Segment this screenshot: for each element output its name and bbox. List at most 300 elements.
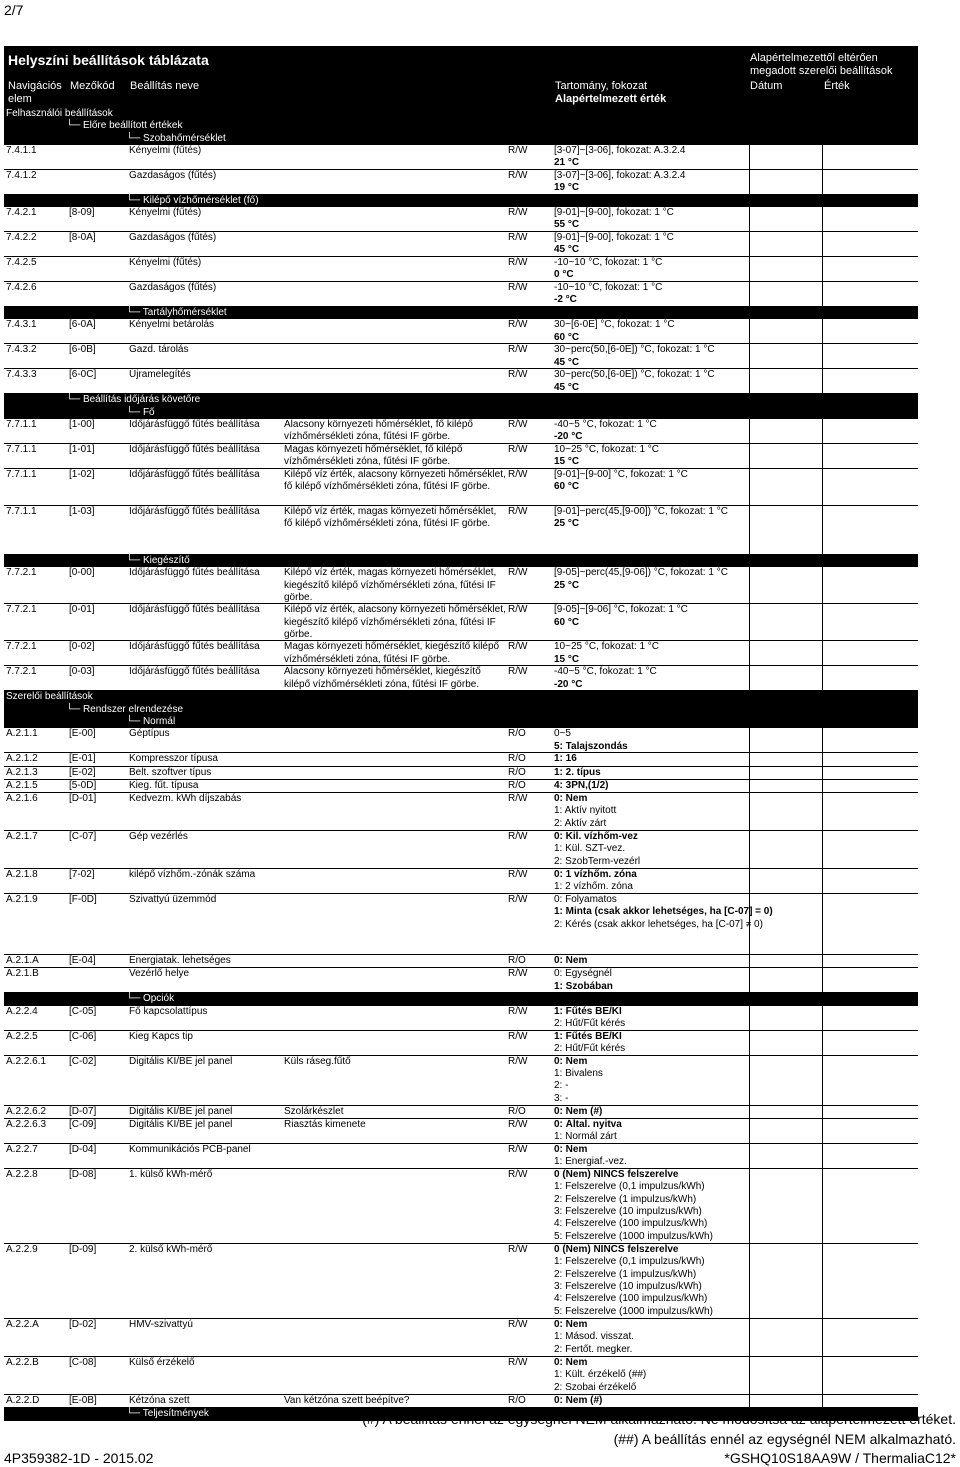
setting-name: Gazdaságos (fűtés) xyxy=(129,169,217,181)
date-cell[interactable] xyxy=(749,1106,750,1118)
table-row xyxy=(4,232,918,257)
access-mode: R/O xyxy=(508,728,526,740)
table-row xyxy=(4,1006,918,1031)
setting-name: HMV-szivattyú xyxy=(129,1319,193,1331)
range-default xyxy=(554,282,662,307)
field-code: [1-01] xyxy=(69,444,95,456)
field-code: [7-02] xyxy=(69,869,95,881)
setting-name: Időjárásfüggő fűtés beállítása xyxy=(129,419,260,431)
range-default xyxy=(554,894,773,931)
date-cell[interactable] xyxy=(749,567,750,603)
table-row xyxy=(4,145,918,170)
default-value: 1: 2. típus xyxy=(554,766,601,778)
date-cell[interactable] xyxy=(749,1169,750,1243)
range-default xyxy=(554,232,674,257)
date-cell[interactable] xyxy=(749,170,750,194)
value-cell[interactable] xyxy=(822,1006,823,1030)
range-value: 30~[6-0E] °C, fokozat: 1 °C xyxy=(554,319,675,331)
nav-code: 7.4.3.2 xyxy=(6,344,37,356)
section-label: └─ Normál xyxy=(126,715,176,727)
date-cell[interactable] xyxy=(749,282,750,306)
access-mode: R/W xyxy=(508,666,528,678)
nav-code: 7.4.3.3 xyxy=(6,369,37,381)
range-default xyxy=(554,604,688,629)
range-default xyxy=(554,641,659,666)
table-row xyxy=(4,780,918,793)
value-cell[interactable] xyxy=(822,604,823,640)
table-row xyxy=(4,793,918,831)
default-value: 15 °C xyxy=(554,456,580,468)
range-default xyxy=(554,1056,603,1105)
date-cell[interactable] xyxy=(749,831,750,868)
range-default xyxy=(554,793,616,830)
table-row xyxy=(4,1169,918,1244)
default-value: 45 °C xyxy=(554,381,580,393)
value-cell[interactable] xyxy=(822,282,823,306)
date-cell[interactable] xyxy=(749,641,750,665)
table-row xyxy=(4,319,918,344)
date-cell[interactable] xyxy=(749,145,750,169)
date-cell[interactable] xyxy=(749,793,750,830)
date-cell[interactable] xyxy=(749,1244,750,1318)
table-row xyxy=(4,1357,918,1395)
section-label: └─ Tartályhőmérséklet xyxy=(126,307,227,319)
nav-code: A.2.1.3 xyxy=(6,766,38,778)
table-row xyxy=(4,506,918,555)
access-mode: R/W xyxy=(508,1005,528,1017)
default-value: 60 °C xyxy=(554,616,580,628)
range-default xyxy=(554,469,688,494)
default-value: 21 °C xyxy=(554,157,580,169)
value-cell[interactable] xyxy=(822,257,823,281)
value-cell[interactable] xyxy=(822,1056,823,1105)
range-default xyxy=(554,170,685,195)
access-mode: R/W xyxy=(508,506,528,518)
value-cell[interactable] xyxy=(822,1106,823,1118)
field-code: [1-03] xyxy=(69,506,95,518)
value-cell[interactable] xyxy=(822,728,823,752)
field-code: [E-00] xyxy=(69,728,96,740)
value-cell[interactable] xyxy=(822,232,823,256)
date-cell[interactable] xyxy=(749,604,750,640)
date-cell[interactable] xyxy=(749,753,750,765)
table-row xyxy=(4,1144,918,1169)
date-cell[interactable] xyxy=(749,1357,750,1394)
default-value: 0: Által. nyitva xyxy=(554,1119,622,1131)
section-main xyxy=(4,407,918,419)
default-value: 55 °C xyxy=(554,219,580,231)
value-cell[interactable] xyxy=(822,1319,823,1356)
date-cell[interactable] xyxy=(749,257,750,281)
field-code: [1-00] xyxy=(69,419,95,431)
value-cell[interactable] xyxy=(822,369,823,393)
option-list: 1: Normál zárt xyxy=(554,1131,617,1143)
date-cell[interactable] xyxy=(749,894,750,954)
value-cell[interactable] xyxy=(822,1395,823,1407)
range-value: [9-05]~perc(45,[9-06]) °C, fokozat: 1 °C xyxy=(554,567,728,579)
table-row xyxy=(4,444,918,469)
nav-code: 7.4.2.1 xyxy=(6,207,37,219)
field-code: [6-0C] xyxy=(69,369,97,381)
value-cell[interactable] xyxy=(822,753,823,765)
section-label: Felhasználói beállítások xyxy=(6,108,113,119)
settings-table xyxy=(4,108,918,1421)
setting-name: Kommunikációs PCB-panel xyxy=(129,1144,251,1156)
range-value: -10~10 °C, fokozat: 1 °C xyxy=(554,282,663,294)
default-value: 4: 3PN,(1/2) xyxy=(554,779,609,791)
nav-code: 7.4.3.1 xyxy=(6,319,37,331)
access-mode: R/O xyxy=(508,1105,526,1117)
value-cell[interactable] xyxy=(822,419,823,443)
access-mode: R/W xyxy=(508,1144,528,1156)
value-cell[interactable] xyxy=(822,1357,823,1394)
date-cell[interactable] xyxy=(749,728,750,752)
date-cell[interactable] xyxy=(749,1144,750,1168)
range-default xyxy=(554,831,640,868)
setting-name: 1. külső kWh-mérő xyxy=(129,1169,213,1181)
setting-description: Szolárkészlet xyxy=(284,1105,344,1117)
section-room xyxy=(4,133,918,145)
date-cell[interactable] xyxy=(749,1056,750,1105)
access-mode: R/W xyxy=(508,319,528,331)
default-value: 0: 1 vízhőm. zóna xyxy=(554,869,637,881)
value-cell[interactable] xyxy=(822,145,823,169)
setting-name: Kieg. fűt. típusa xyxy=(129,779,199,791)
section-user xyxy=(4,108,918,120)
value-cell[interactable] xyxy=(822,344,823,368)
field-code: [8-09] xyxy=(69,207,95,219)
default-value: -20 °C xyxy=(554,678,583,690)
default-value: 25 °C xyxy=(554,579,580,591)
range-default xyxy=(554,955,587,967)
table-row xyxy=(4,1106,918,1119)
range-value: [9-01]~perc(45,[9-00]) °C, fokozat: 1 °C xyxy=(554,506,728,518)
date-cell[interactable] xyxy=(749,1119,750,1143)
access-mode: R/O xyxy=(508,753,526,765)
section-label: └─ Teljesítmények xyxy=(126,1408,209,1420)
table-row xyxy=(4,170,918,195)
default-value: 0: Nem xyxy=(554,1319,588,1331)
default-value: 45 °C xyxy=(554,244,580,256)
footnote-2: (##) A beállítás ennél az egységnél NEM alkalmazható. xyxy=(613,1431,956,1447)
setting-name: Időjárásfüggő fűtés beállítása xyxy=(129,506,260,518)
default-value: 0 (Nem) NINCS felszerelve xyxy=(554,1244,679,1256)
access-mode: R/W xyxy=(508,1030,528,1042)
range-default xyxy=(554,968,613,993)
nav-code: 7.4.2.5 xyxy=(6,257,37,269)
date-cell[interactable] xyxy=(749,1031,750,1055)
table-row xyxy=(4,1031,918,1056)
nav-code: A.2.1.5 xyxy=(6,779,38,791)
default-value: 45 °C xyxy=(554,356,580,368)
section-normal xyxy=(4,716,918,728)
range-value: [9-05]~[9-06] °C, fokozat: 1 °C xyxy=(554,604,688,616)
field-code: [0-02] xyxy=(69,641,95,653)
access-mode: R/W xyxy=(508,793,528,805)
range-default xyxy=(554,1395,602,1407)
range-value: 10~25 °C, fokozat: 1 °C xyxy=(554,444,659,456)
nav-code: A.2.2.6.2 xyxy=(6,1105,47,1117)
field-code: [D-01] xyxy=(69,793,97,805)
value-cell[interactable] xyxy=(822,955,823,967)
nav-code: A.2.1.6 xyxy=(6,793,38,805)
value-cell[interactable] xyxy=(822,319,823,343)
section-label: └─ Kiegészítő xyxy=(126,555,190,567)
range-value: 0: Egységnél xyxy=(554,968,612,980)
nav-code: 7.7.1.1 xyxy=(6,419,37,431)
col-field-header: Mezőkód xyxy=(70,80,115,92)
setting-name: Kompresszor típusa xyxy=(129,753,218,765)
value-cell[interactable] xyxy=(822,831,823,868)
range-value: 30~perc(50,[6-0E]) °C, fokozat: 1 °C xyxy=(554,369,715,381)
field-code: [0-00] xyxy=(69,567,95,579)
setting-name: Kényelmi betárolás xyxy=(129,319,215,331)
section-layout xyxy=(4,704,918,716)
access-mode: R/W xyxy=(508,207,528,219)
default-value: 19 °C xyxy=(554,182,580,194)
value-cell[interactable] xyxy=(822,567,823,603)
col-name-header: Beállítás neve xyxy=(130,80,200,92)
setting-name: Digitális KI/BE jel panel xyxy=(129,1119,233,1131)
setting-name: 2. külső kWh-mérő xyxy=(129,1244,213,1256)
nav-code: A.2.2.5 xyxy=(6,1030,38,1042)
setting-description: Alacsony környezeti hőmérséklet, kiegészítő kilépő vízhőmérsékleti zóna, fűtési IF görbe. xyxy=(284,666,481,690)
date-cell[interactable] xyxy=(749,780,750,792)
field-code: [D-08] xyxy=(69,1169,97,1181)
table-row xyxy=(4,666,918,691)
section-label: └─ Beállítás időjárás követőre xyxy=(66,394,201,406)
date-cell[interactable] xyxy=(749,344,750,368)
nav-code: A.2.1.9 xyxy=(6,894,38,906)
nav-code: A.2.2.7 xyxy=(6,1144,38,1156)
value-cell[interactable] xyxy=(822,767,823,779)
setting-name: Kedvezm. kWh díjszabás xyxy=(129,793,242,805)
section-installer xyxy=(4,691,918,703)
nav-code: A.2.1.A xyxy=(6,955,39,967)
page-number: 2/7 xyxy=(4,2,24,18)
setting-name: Kieg Kapcs tip xyxy=(129,1030,193,1042)
date-cell[interactable] xyxy=(749,369,750,393)
range-default xyxy=(554,767,601,779)
table-row xyxy=(4,753,918,766)
default-value: 0 °C xyxy=(554,269,574,281)
nav-code: 7.7.1.1 xyxy=(6,469,37,481)
value-cell[interactable] xyxy=(822,170,823,194)
field-code: [C-07] xyxy=(69,831,97,843)
date-cell[interactable] xyxy=(749,767,750,779)
option-list: 1: Felszerelve (0,1 impulzus/kWh) 2: Felszerelve (1 impulzus/kWh) 3: Felszerelve (10 impulzus/kWh) 4: Felszerelve (100 impulzus/kWh) 5: Felszerelve (1000 impulzus/kWh) xyxy=(554,1181,713,1242)
date-cell[interactable] xyxy=(749,419,750,443)
value-cell[interactable] xyxy=(822,207,823,231)
nav-code: A.2.1.7 xyxy=(6,831,38,843)
date-cell[interactable] xyxy=(749,666,750,690)
field-code: [C-06] xyxy=(69,1030,97,1042)
field-code: [5-0D] xyxy=(69,779,97,791)
table-row xyxy=(4,968,918,993)
access-mode: R/W xyxy=(508,869,528,881)
range-default xyxy=(554,1031,625,1056)
value-cell[interactable] xyxy=(822,469,823,505)
setting-name: Külső érzékelő xyxy=(129,1357,195,1369)
access-mode: R/W xyxy=(508,282,528,294)
table-row xyxy=(4,1244,918,1319)
default-value: 0: Nem xyxy=(554,1357,588,1369)
access-mode: R/W xyxy=(508,1055,528,1067)
value-cell[interactable] xyxy=(822,1169,823,1243)
default-value: 0: Kil. vízhőm-vez xyxy=(554,831,638,843)
value-cell[interactable] xyxy=(822,506,823,554)
range-default xyxy=(554,1106,602,1118)
date-cell[interactable] xyxy=(749,506,750,554)
table-row xyxy=(4,567,918,604)
option-list: 1: Kült. érzékelő (##) 2: Szobai érzékelő xyxy=(554,1369,647,1393)
date-cell[interactable] xyxy=(749,869,750,893)
setting-name: kilépő vízhőm.-zónák száma xyxy=(129,869,256,881)
range-default xyxy=(554,1357,646,1394)
field-code: [8-0A] xyxy=(69,232,96,244)
date-cell[interactable] xyxy=(749,207,750,231)
section-leaving xyxy=(4,195,918,207)
range-default xyxy=(554,753,577,765)
setting-name: Belt. szoftver típus xyxy=(129,766,212,778)
table-row xyxy=(4,767,918,780)
access-mode: R/W xyxy=(508,567,528,579)
option-list: 1: Energiaf.-vez. xyxy=(554,1156,627,1168)
section-label: └─ Szobahőmérséklet xyxy=(126,132,226,144)
default-value: -2 °C xyxy=(554,294,577,306)
range-default xyxy=(554,1006,625,1031)
date-cell[interactable] xyxy=(749,444,750,468)
nav-code: A.2.2.8 xyxy=(6,1169,38,1181)
access-mode: R/W xyxy=(508,641,528,653)
range-value: 10~25 °C, fokozat: 1 °C xyxy=(554,641,659,653)
access-mode: R/O xyxy=(508,779,526,791)
value-cell[interactable] xyxy=(822,1244,823,1318)
table-row xyxy=(4,207,918,232)
option-list: 1: Kül. SZT-vez. 2: SzobTerm-vezérl xyxy=(554,843,641,867)
date-cell[interactable] xyxy=(749,1006,750,1030)
value-cell[interactable] xyxy=(822,444,823,468)
table-row xyxy=(4,469,918,506)
section-label: └─ Kilépő vízhőmérséklet (fő) xyxy=(126,194,259,206)
range-value: [9-01]~[9-00], fokozat: 1 °C xyxy=(554,207,674,219)
default-value: 0: Nem xyxy=(554,793,588,805)
date-cell[interactable] xyxy=(749,1319,750,1356)
default-value: 0: Nem xyxy=(554,1144,588,1156)
date-cell[interactable] xyxy=(749,469,750,505)
field-code: [0-01] xyxy=(69,604,95,616)
access-mode: R/W xyxy=(508,831,528,843)
value-cell[interactable] xyxy=(822,894,823,954)
date-cell[interactable] xyxy=(749,1395,750,1407)
nav-code: A.2.2.D xyxy=(6,1395,40,1407)
setting-name: Kényelmi (fűtés) xyxy=(129,207,202,219)
value-cell[interactable] xyxy=(822,1031,823,1055)
field-code: [D-04] xyxy=(69,1144,97,1156)
value-cell[interactable] xyxy=(822,793,823,830)
date-cell[interactable] xyxy=(749,232,750,256)
range-default xyxy=(554,1144,627,1169)
access-mode: R/W xyxy=(508,144,528,156)
access-mode: R/W xyxy=(508,1244,528,1256)
nav-code: 7.7.1.1 xyxy=(6,444,37,456)
value-cell[interactable] xyxy=(822,780,823,792)
value-cell[interactable] xyxy=(822,968,823,992)
date-cell[interactable] xyxy=(749,955,750,967)
field-code: [D-09] xyxy=(69,1244,97,1256)
range-default xyxy=(554,444,659,469)
range-default xyxy=(554,666,657,691)
range-default xyxy=(554,780,608,792)
setting-name: Gazdaságos (fűtés) xyxy=(129,282,217,294)
value-cell[interactable] xyxy=(822,641,823,665)
table-row xyxy=(4,1056,918,1106)
date-cell[interactable] xyxy=(749,319,750,343)
nav-code: 7.7.2.1 xyxy=(6,666,37,678)
default-value: 5: Talajszondás xyxy=(554,740,628,752)
access-mode: R/W xyxy=(508,344,528,356)
access-mode: R/W xyxy=(508,369,528,381)
option-list: 1: Bivalens 2: - 3: - xyxy=(554,1068,603,1104)
access-mode: R/W xyxy=(508,444,528,456)
setting-name: Gép vezérlés xyxy=(129,831,188,843)
field-code: [6-0A] xyxy=(69,319,96,331)
field-code: [1-02] xyxy=(69,469,95,481)
value-cell[interactable] xyxy=(822,869,823,893)
default-value: 1: Fűtés BE/KI xyxy=(554,1030,622,1042)
table-row xyxy=(4,604,918,641)
table-row xyxy=(4,641,918,666)
value-cell[interactable] xyxy=(822,666,823,690)
setting-name: Időjárásfüggő fűtés beállítása xyxy=(129,567,260,579)
table-title: Helyszíni beállítások táblázata xyxy=(8,52,209,68)
field-code: [6-0B] xyxy=(69,344,96,356)
model-code: *GSHQ10S18AA9W / ThermaliaC12* xyxy=(724,1450,956,1466)
setting-name: Újramelegítés xyxy=(129,369,191,381)
default-value: 60 °C xyxy=(554,331,580,343)
setting-name: Digitális KI/BE jel panel xyxy=(129,1105,233,1117)
access-mode: R/W xyxy=(508,232,528,244)
setting-description: Küls ráseg.fűtő xyxy=(284,1055,351,1067)
doc-code: 4P359382-1D - 2015.02 xyxy=(4,1450,154,1466)
access-mode: R/W xyxy=(508,1319,528,1331)
value-cell[interactable] xyxy=(822,1144,823,1168)
default-value: 0: Nem xyxy=(554,955,588,967)
default-value: 1: Fűtés BE/KI xyxy=(554,1005,622,1017)
setting-description: Riasztás kimenete xyxy=(284,1119,366,1131)
range-value: -40~5 °C, fokozat: 1 °C xyxy=(554,666,657,678)
col-default-header: Alapértelmezett érték xyxy=(555,93,667,105)
col-range-header: Tartomány, fokozat xyxy=(555,80,648,92)
value-cell[interactable] xyxy=(822,1119,823,1143)
option-list: 2: Hűt/Fűt kérés xyxy=(554,1043,626,1055)
range-default xyxy=(554,1169,713,1243)
nav-code: 7.4.2.2 xyxy=(6,232,37,244)
nav-code: A.2.2.6.3 xyxy=(6,1119,47,1131)
range-default xyxy=(554,207,674,232)
access-mode: R/W xyxy=(508,968,528,980)
option-list: 1: Másod. visszat. 2: Fertőt. megker. xyxy=(554,1331,635,1355)
nav-code: A.2.1.1 xyxy=(6,728,38,740)
table-row xyxy=(4,955,918,968)
table-row xyxy=(4,344,918,369)
nav-code: A.2.2.9 xyxy=(6,1244,38,1256)
date-cell[interactable] xyxy=(749,968,750,992)
table-row xyxy=(4,831,918,869)
field-code: [C-09] xyxy=(69,1119,97,1131)
setting-name: Digitális KI/BE jel panel xyxy=(129,1055,233,1067)
section-aux xyxy=(4,555,918,567)
